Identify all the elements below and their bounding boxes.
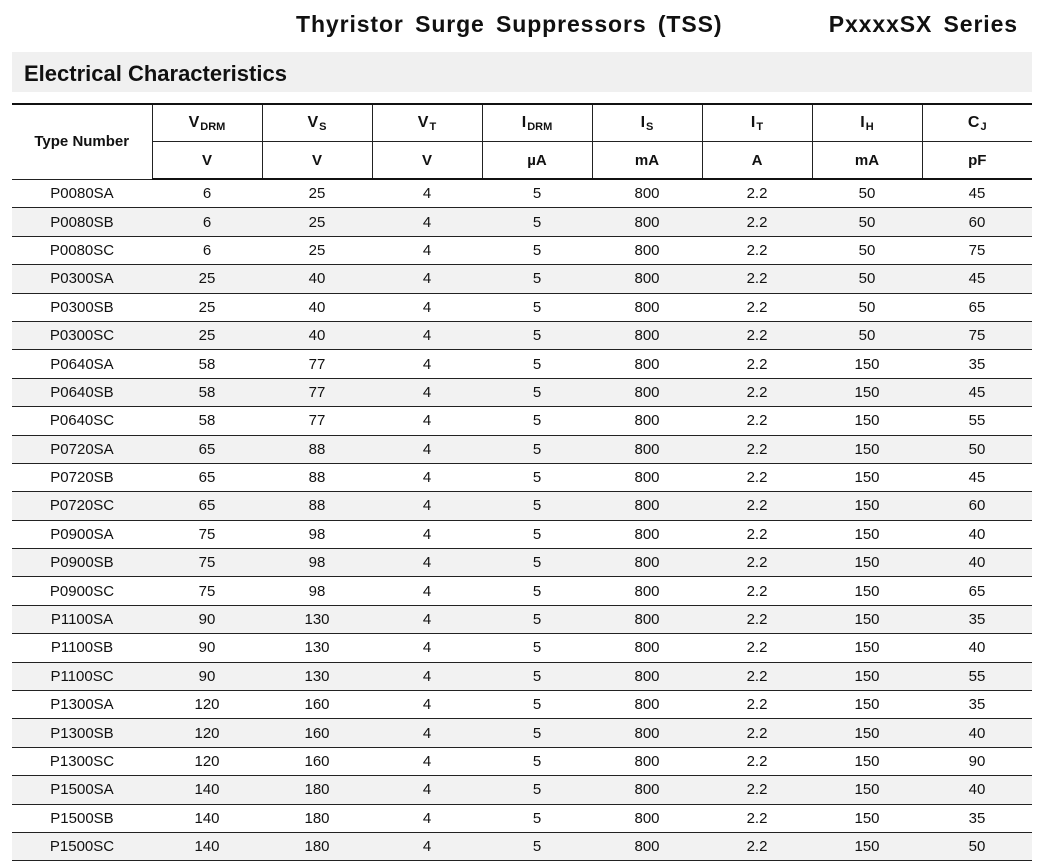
- vt-cell: 4: [372, 435, 482, 463]
- cj-cell: 75: [922, 321, 1032, 349]
- idrm-cell: 5: [482, 605, 592, 633]
- type-number-cell: P0900SC: [12, 577, 152, 605]
- vs-cell: 25: [262, 208, 372, 236]
- vs-cell: 88: [262, 435, 372, 463]
- vt-cell: 4: [372, 776, 482, 804]
- vdrm-cell: 120: [152, 747, 262, 775]
- ih-cell: 150: [812, 407, 922, 435]
- table-row: [12, 179, 1032, 208]
- vdrm-cell: 6: [152, 236, 262, 264]
- ih-cell: 150: [812, 776, 922, 804]
- type-number-cell: P0300SC: [12, 321, 152, 349]
- is-cell: 800: [592, 634, 702, 662]
- table-body: [12, 179, 1032, 861]
- vt-cell: 4: [372, 549, 482, 577]
- vs-cell: 77: [262, 407, 372, 435]
- param-symbol: I: [521, 113, 527, 131]
- idrm-cell: 5: [482, 407, 592, 435]
- document-title: Thyristor Surge Suppressors (TSS): [296, 11, 723, 37]
- param-symbol: V: [417, 113, 429, 131]
- it-cell: 2.2: [702, 605, 812, 633]
- param-subscript: S: [319, 120, 327, 133]
- table-row: [12, 378, 1032, 406]
- vt-cell: 4: [372, 265, 482, 293]
- table-row: [12, 293, 1032, 321]
- table-row: [12, 407, 1032, 435]
- idrm-cell: 5: [482, 747, 592, 775]
- table-row: [12, 577, 1032, 605]
- ih-cell: 150: [812, 577, 922, 605]
- vt-cell: 4: [372, 605, 482, 633]
- vdrm-cell: 65: [152, 435, 262, 463]
- section-title: Electrical Characteristics: [24, 61, 287, 86]
- param-symbol: C: [967, 113, 980, 131]
- param-symbol: I: [640, 113, 646, 131]
- vdrm-cell: 58: [152, 378, 262, 406]
- vs-cell: 98: [262, 549, 372, 577]
- type-number-cell: P0720SA: [12, 435, 152, 463]
- ih-cell: 150: [812, 605, 922, 633]
- param-subscript: DRM: [200, 120, 226, 133]
- vs-cell: 40: [262, 265, 372, 293]
- idrm-unit: µA: [482, 142, 592, 180]
- vs-cell: 25: [262, 236, 372, 264]
- vdrm-cell: 75: [152, 549, 262, 577]
- vt-cell: 4: [372, 492, 482, 520]
- vt-cell: 4: [372, 577, 482, 605]
- type-number-cell: P0080SA: [12, 179, 152, 208]
- idrm-header: [482, 104, 592, 142]
- vt-cell: 4: [372, 293, 482, 321]
- param-subscript: T: [429, 120, 437, 133]
- is-cell: 800: [592, 492, 702, 520]
- idrm-cell: 5: [482, 435, 592, 463]
- vt-cell: 4: [372, 634, 482, 662]
- idrm-cell: 5: [482, 520, 592, 548]
- vs-cell: 98: [262, 520, 372, 548]
- it-cell: 2.2: [702, 407, 812, 435]
- vdrm-cell: 120: [152, 719, 262, 747]
- cj-cell: 35: [922, 804, 1032, 832]
- series-title: PxxxxSX Series: [828, 11, 1018, 37]
- it-cell: 2.2: [702, 520, 812, 548]
- cj-cell: 50: [922, 832, 1032, 860]
- vs-cell: 130: [262, 634, 372, 662]
- is-cell: 800: [592, 832, 702, 860]
- vs-cell: 180: [262, 832, 372, 860]
- table-row: [12, 463, 1032, 491]
- table-row: [12, 804, 1032, 832]
- table-row: [12, 691, 1032, 719]
- idrm-cell: 5: [482, 577, 592, 605]
- cj-cell: 55: [922, 407, 1032, 435]
- type-number-cell: P0640SA: [12, 350, 152, 378]
- is-cell: 800: [592, 321, 702, 349]
- vdrm-cell: 65: [152, 463, 262, 491]
- idrm-cell: 5: [482, 463, 592, 491]
- it-cell: 2.2: [702, 804, 812, 832]
- cj-cell: 60: [922, 492, 1032, 520]
- cj-unit: pF: [922, 142, 1032, 180]
- cj-cell: 65: [922, 293, 1032, 321]
- it-cell: 2.2: [702, 179, 812, 208]
- cj-cell: 40: [922, 549, 1032, 577]
- vs-cell: 40: [262, 321, 372, 349]
- is-cell: 800: [592, 378, 702, 406]
- table-row: [12, 605, 1032, 633]
- type-number-header: Type Number: [12, 104, 152, 179]
- vt-cell: 4: [372, 378, 482, 406]
- table-row: [12, 492, 1032, 520]
- type-number-cell: P1100SA: [12, 605, 152, 633]
- idrm-cell: 5: [482, 179, 592, 208]
- param-symbol: I: [860, 113, 865, 131]
- cj-cell: 35: [922, 605, 1032, 633]
- table-row: [12, 350, 1032, 378]
- param-subscript: DRM: [527, 120, 553, 133]
- it-cell: 2.2: [702, 435, 812, 463]
- ih-cell: 50: [812, 179, 922, 208]
- is-cell: 800: [592, 549, 702, 577]
- is-unit: mA: [592, 142, 702, 180]
- vdrm-cell: 75: [152, 520, 262, 548]
- param-symbol: I: [750, 113, 756, 131]
- vs-cell: 130: [262, 662, 372, 690]
- vt-unit: V: [372, 142, 482, 180]
- type-number-cell: P0900SA: [12, 520, 152, 548]
- vdrm-cell: 25: [152, 293, 262, 321]
- type-number-cell: P0300SA: [12, 265, 152, 293]
- table-row: [12, 321, 1032, 349]
- ih-cell: 150: [812, 378, 922, 406]
- type-number-cell: P0900SB: [12, 549, 152, 577]
- ih-cell: 150: [812, 435, 922, 463]
- it-cell: 2.2: [702, 832, 812, 860]
- type-number-cell: P0080SB: [12, 208, 152, 236]
- cj-cell: 35: [922, 691, 1032, 719]
- it-cell: 2.2: [702, 549, 812, 577]
- it-unit: A: [702, 142, 812, 180]
- is-cell: 800: [592, 350, 702, 378]
- cj-cell: 55: [922, 662, 1032, 690]
- idrm-cell: 5: [482, 208, 592, 236]
- idrm-cell: 5: [482, 378, 592, 406]
- ih-cell: 150: [812, 520, 922, 548]
- vdrm-cell: 140: [152, 804, 262, 832]
- electrical-characteristics-table: [12, 103, 1032, 861]
- vs-unit: V: [262, 142, 372, 180]
- it-cell: 2.2: [702, 378, 812, 406]
- vdrm-cell: 140: [152, 776, 262, 804]
- type-number-cell: P1300SB: [12, 719, 152, 747]
- it-cell: 2.2: [702, 691, 812, 719]
- cj-cell: 45: [922, 463, 1032, 491]
- param-symbol: V: [307, 113, 319, 131]
- vs-header: [262, 104, 372, 142]
- vt-cell: 4: [372, 350, 482, 378]
- it-cell: 2.2: [702, 236, 812, 264]
- vt-cell: 4: [372, 520, 482, 548]
- ih-cell: 150: [812, 463, 922, 491]
- ih-cell: 150: [812, 492, 922, 520]
- vt-cell: 4: [372, 804, 482, 832]
- idrm-cell: 5: [482, 321, 592, 349]
- type-number-cell: P1300SA: [12, 691, 152, 719]
- vdrm-header: [152, 104, 262, 142]
- is-cell: 800: [592, 691, 702, 719]
- cj-cell: 60: [922, 208, 1032, 236]
- it-cell: 2.2: [702, 265, 812, 293]
- table-row: [12, 719, 1032, 747]
- it-cell: 2.2: [702, 293, 812, 321]
- table-row: [12, 832, 1032, 860]
- vs-cell: 130: [262, 605, 372, 633]
- cj-cell: 40: [922, 634, 1032, 662]
- table-row: [12, 549, 1032, 577]
- type-number-cell: P0720SB: [12, 463, 152, 491]
- vt-cell: 4: [372, 407, 482, 435]
- ih-cell: 50: [812, 208, 922, 236]
- it-cell: 2.2: [702, 747, 812, 775]
- idrm-cell: 5: [482, 691, 592, 719]
- vt-cell: 4: [372, 691, 482, 719]
- vs-cell: 77: [262, 350, 372, 378]
- cj-cell: 90: [922, 747, 1032, 775]
- it-cell: 2.2: [702, 719, 812, 747]
- ih-cell: 150: [812, 662, 922, 690]
- idrm-cell: 5: [482, 265, 592, 293]
- vt-cell: 4: [372, 321, 482, 349]
- vs-cell: 180: [262, 804, 372, 832]
- ih-cell: 150: [812, 719, 922, 747]
- header-row-parameters: [12, 104, 1032, 142]
- vs-cell: 160: [262, 719, 372, 747]
- type-number-cell: P1300SC: [12, 747, 152, 775]
- vdrm-cell: 90: [152, 662, 262, 690]
- table-row: [12, 265, 1032, 293]
- table-row: [12, 236, 1032, 264]
- vs-cell: 180: [262, 776, 372, 804]
- vdrm-cell: 6: [152, 208, 262, 236]
- vdrm-cell: 75: [152, 577, 262, 605]
- is-cell: 800: [592, 208, 702, 236]
- type-number-cell: P0080SC: [12, 236, 152, 264]
- it-cell: 2.2: [702, 463, 812, 491]
- it-cell: 2.2: [702, 492, 812, 520]
- is-header: [592, 104, 702, 142]
- type-number-cell: P1500SA: [12, 776, 152, 804]
- is-cell: 800: [592, 662, 702, 690]
- vdrm-cell: 90: [152, 634, 262, 662]
- it-cell: 2.2: [702, 321, 812, 349]
- cj-cell: 65: [922, 577, 1032, 605]
- ih-cell: 150: [812, 804, 922, 832]
- ih-cell: 50: [812, 321, 922, 349]
- vt-cell: 4: [372, 208, 482, 236]
- ih-cell: 150: [812, 350, 922, 378]
- vs-cell: 98: [262, 577, 372, 605]
- it-cell: 2.2: [702, 208, 812, 236]
- type-number-cell: P1500SB: [12, 804, 152, 832]
- cj-cell: 40: [922, 520, 1032, 548]
- idrm-cell: 5: [482, 832, 592, 860]
- idrm-cell: 5: [482, 293, 592, 321]
- vdrm-cell: 65: [152, 492, 262, 520]
- section-header-bar: [12, 52, 1032, 92]
- ih-cell: 150: [812, 634, 922, 662]
- is-cell: 800: [592, 719, 702, 747]
- vdrm-cell: 25: [152, 321, 262, 349]
- cj-cell: 45: [922, 378, 1032, 406]
- vs-cell: 88: [262, 463, 372, 491]
- type-number-cell: P0640SC: [12, 407, 152, 435]
- table-row: [12, 520, 1032, 548]
- cj-cell: 50: [922, 435, 1032, 463]
- is-cell: 800: [592, 407, 702, 435]
- vs-cell: 40: [262, 293, 372, 321]
- ih-cell: 150: [812, 691, 922, 719]
- idrm-cell: 5: [482, 719, 592, 747]
- idrm-cell: 5: [482, 634, 592, 662]
- vt-cell: 4: [372, 236, 482, 264]
- ih-header: [812, 104, 922, 142]
- param-subscript: S: [646, 120, 654, 133]
- ih-cell: 150: [812, 549, 922, 577]
- vs-cell: 88: [262, 492, 372, 520]
- it-cell: 2.2: [702, 350, 812, 378]
- table-row: [12, 634, 1032, 662]
- it-cell: 2.2: [702, 634, 812, 662]
- type-number-cell: P1100SB: [12, 634, 152, 662]
- is-cell: 800: [592, 804, 702, 832]
- vs-cell: 160: [262, 747, 372, 775]
- vdrm-cell: 25: [152, 265, 262, 293]
- ih-cell: 150: [812, 832, 922, 860]
- vt-cell: 4: [372, 832, 482, 860]
- ih-cell: 50: [812, 236, 922, 264]
- is-cell: 800: [592, 605, 702, 633]
- vdrm-cell: 140: [152, 832, 262, 860]
- header-row-units: [12, 142, 1032, 180]
- is-cell: 800: [592, 293, 702, 321]
- ih-cell: 150: [812, 747, 922, 775]
- cj-header: [922, 104, 1032, 142]
- vdrm-cell: 58: [152, 350, 262, 378]
- vt-header: [372, 104, 482, 142]
- is-cell: 800: [592, 236, 702, 264]
- vt-cell: 4: [372, 179, 482, 208]
- is-cell: 800: [592, 463, 702, 491]
- table-row: [12, 662, 1032, 690]
- vdrm-cell: 6: [152, 179, 262, 208]
- is-cell: 800: [592, 776, 702, 804]
- is-cell: 800: [592, 520, 702, 548]
- vs-cell: 160: [262, 691, 372, 719]
- vdrm-cell: 58: [152, 407, 262, 435]
- type-number-cell: P0300SB: [12, 293, 152, 321]
- idrm-cell: 5: [482, 662, 592, 690]
- is-cell: 800: [592, 747, 702, 775]
- vdrm-cell: 120: [152, 691, 262, 719]
- is-cell: 800: [592, 577, 702, 605]
- is-cell: 800: [592, 265, 702, 293]
- cj-cell: 35: [922, 350, 1032, 378]
- vs-cell: 77: [262, 378, 372, 406]
- vdrm-unit: V: [152, 142, 262, 180]
- it-cell: 2.2: [702, 577, 812, 605]
- type-number-cell: P0640SB: [12, 378, 152, 406]
- param-subscript: J: [980, 120, 987, 133]
- vdrm-cell: 90: [152, 605, 262, 633]
- ih-cell: 50: [812, 293, 922, 321]
- cj-cell: 45: [922, 265, 1032, 293]
- vt-cell: 4: [372, 719, 482, 747]
- type-number-cell: P1100SC: [12, 662, 152, 690]
- table-row: [12, 435, 1032, 463]
- ih-cell: 50: [812, 265, 922, 293]
- it-cell: 2.2: [702, 776, 812, 804]
- param-symbol: V: [188, 113, 200, 131]
- it-cell: 2.2: [702, 662, 812, 690]
- cj-cell: 75: [922, 236, 1032, 264]
- table-row: [12, 776, 1032, 804]
- param-subscript: H: [865, 120, 874, 133]
- idrm-cell: 5: [482, 236, 592, 264]
- cj-cell: 40: [922, 776, 1032, 804]
- type-number-cell: P1500SC: [12, 832, 152, 860]
- is-cell: 800: [592, 179, 702, 208]
- is-cell: 800: [592, 435, 702, 463]
- vt-cell: 4: [372, 463, 482, 491]
- cj-cell: 45: [922, 179, 1032, 208]
- idrm-cell: 5: [482, 549, 592, 577]
- idrm-cell: 5: [482, 776, 592, 804]
- param-subscript: T: [756, 120, 764, 133]
- it-header: [702, 104, 812, 142]
- idrm-cell: 5: [482, 804, 592, 832]
- ih-unit: mA: [812, 142, 922, 180]
- vt-cell: 4: [372, 662, 482, 690]
- idrm-cell: 5: [482, 350, 592, 378]
- idrm-cell: 5: [482, 492, 592, 520]
- vt-cell: 4: [372, 747, 482, 775]
- table-row: [12, 747, 1032, 775]
- cj-cell: 40: [922, 719, 1032, 747]
- type-number-cell: P0720SC: [12, 492, 152, 520]
- table-row: [12, 208, 1032, 236]
- vs-cell: 25: [262, 179, 372, 208]
